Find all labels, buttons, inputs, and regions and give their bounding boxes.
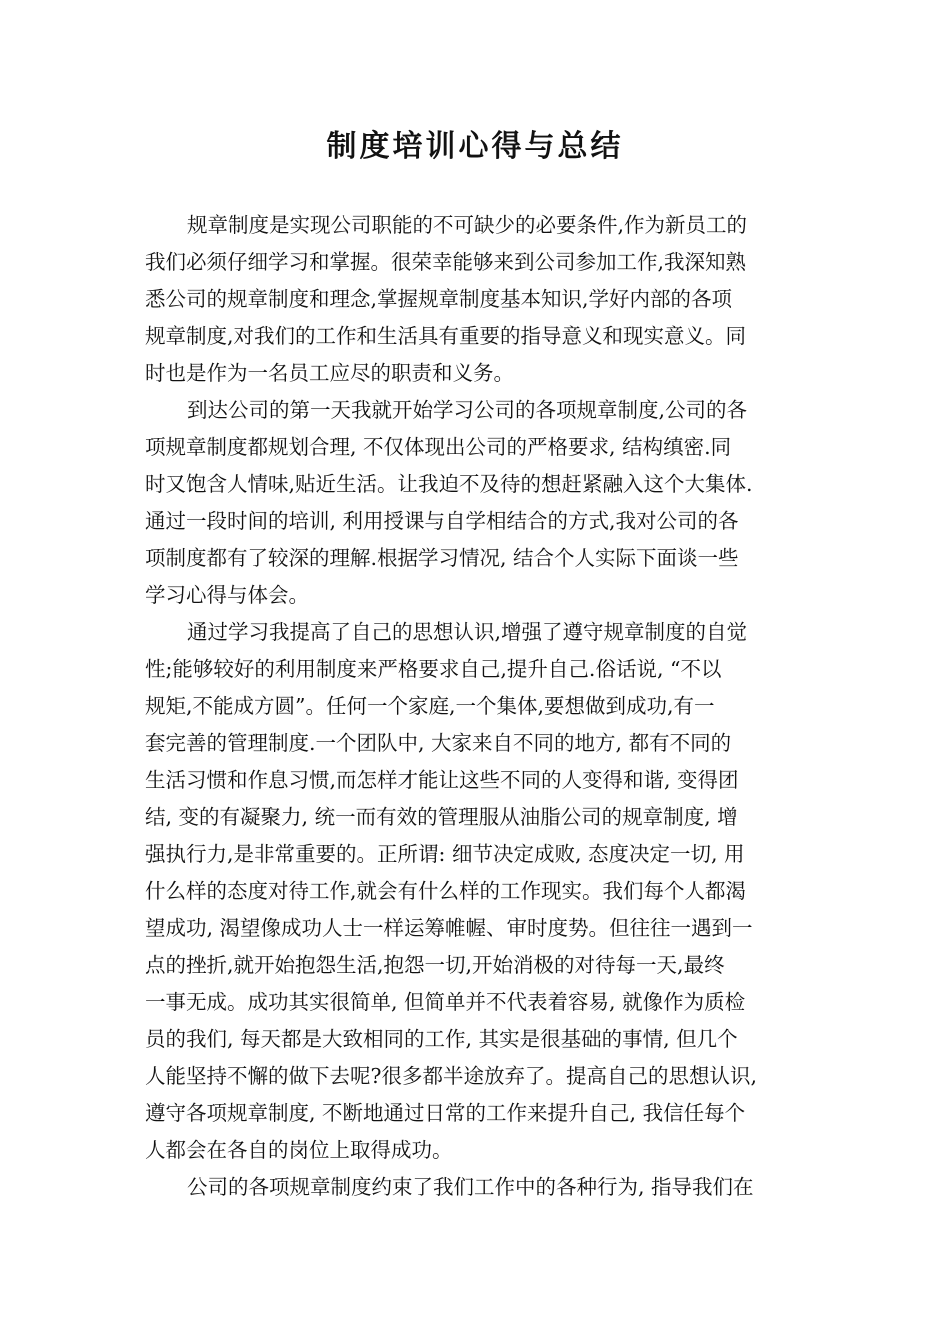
paragraph-first-line: 规章制度是实现公司职能的不可缺少的必要条件,作为新员工的: [187, 213, 748, 237]
paragraph-line: 望成功, 渴望像成功人士一样运筹帷幄、审时度势。但往往一遇到一: [145, 916, 753, 940]
paragraph-line: 遵守各项规章制度, 不断地通过日常的工作来提升自己, 我信任每个: [145, 1101, 746, 1125]
paragraph-line: 通过一段时间的培训, 利用授课与自学相结合的方式,我对公司的各: [145, 509, 739, 533]
paragraph-line: 规章制度,对我们的工作和生活具有重要的指导意义和现实意义。同: [145, 324, 747, 348]
paragraph-line: 时又饱含人情味,贴近生活。让我迫不及待的想赶紧融入这个大集体.: [145, 472, 753, 496]
paragraph-line: 生活习惯和作息习惯,而怎样才能让这些不同的人变得和谐, 变得团: [145, 768, 739, 792]
paragraph-line: 员的我们, 每天都是大致相同的工作, 其实是很基础的事情, 但几个: [145, 1027, 738, 1051]
paragraph-line: 一事无成。成功其实很简单, 但简单并不代表着容易, 就像作为质检: [145, 990, 746, 1014]
paragraph-line: 时也是作为一名员工应尽的职责和义务。: [145, 361, 514, 385]
document-body: [145, 207, 817, 1206]
paragraph-line: 套完善的管理制度.一个团队中, 大家来自不同的地方, 都有不同的: [145, 731, 732, 755]
paragraph-line: 项规章制度都规划合理, 不仅体现出公司的严格要求, 结构缜密.同: [145, 435, 732, 459]
paragraph-first-line: 公司的各项规章制度约束了我们工作中的各种行为, 指导我们在: [187, 1175, 754, 1199]
paragraph-first-line: 通过学习我提高了自己的思想认识,增强了遵守规章制度的自觉: [187, 620, 748, 644]
document-title: 制度培训心得与总结: [326, 129, 624, 164]
paragraph-line: 强执行力,是非常重要的。正所谓: 细节决定成败, 态度决定一切, 用: [145, 842, 745, 866]
paragraph-line: 项制度都有了较深的理解.根据学习情况, 结合个人实际下面谈一些: [145, 546, 739, 570]
paragraph-line: 结, 变的有凝聚力, 统一而有效的管理服从油脂公司的规章制度, 增: [145, 805, 738, 829]
paragraph-line: 我们必须仔细学习和掌握。很荣幸能够来到公司参加工作,我深知熟: [145, 250, 747, 274]
paragraph-line: 什么样的态度对待工作,就会有什么样的工作现实。我们每个人都渴: [145, 879, 747, 903]
paragraph-first-line: 到达公司的第一天我就开始学习公司的各项规章制度,公司的各: [187, 398, 748, 422]
paragraph-line: 规矩,不能成方圆”。任何一个家庭,一个集体,要想做到成功,有一: [145, 694, 715, 718]
paragraph-line: 人能坚持不懈的做下去呢?很多都半途放弃了。提高自己的思想认识,: [145, 1064, 758, 1088]
paragraph-line: 点的挫折,就开始抱怨生活,抱怨一切,开始消极的对待每一天,最终: [145, 953, 725, 977]
paragraph-line: 性;能够较好的利用制度来严格要求自己,提升自己.俗话说, “不以: [145, 657, 722, 681]
paragraph-line: 悉公司的规章制度和理念,掌握规章制度基本知识,学好内部的各项: [145, 287, 733, 311]
paragraph-line: 学习心得与体会。: [145, 583, 309, 607]
paragraph-line: 人都会在各自的岗位上取得成功。: [145, 1138, 453, 1162]
